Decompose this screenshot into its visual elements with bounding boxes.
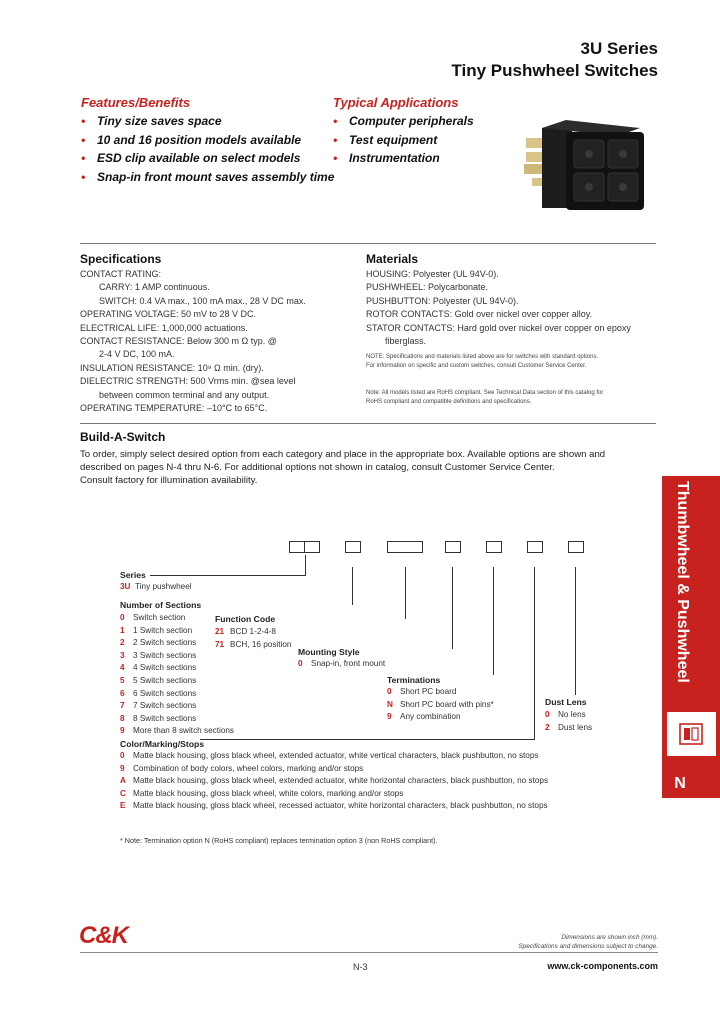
spec-line: DIELECTRIC STRENGTH: 500 Vrms min. @sea level <box>80 376 296 387</box>
feature-item: • ESD clip available on select models <box>81 151 301 165</box>
terminations-label: Terminations <box>387 675 441 685</box>
sections-option: 7 7 Switch sections <box>120 701 197 711</box>
section-letter: N <box>674 775 686 792</box>
sections-option: 2 2 Switch sections <box>120 638 197 648</box>
spec-line: 2-4 V DC, 100 mA. <box>99 349 175 360</box>
website-link[interactable]: www.ck-components.com <box>547 961 658 971</box>
thumbwheel-icon <box>667 712 716 756</box>
spec-line: OPERATING TEMPERATURE: –10°C to 65°C. <box>80 403 268 414</box>
footer-rule <box>80 952 658 953</box>
terminations-options <box>387 686 494 724</box>
material-line: PUSHWHEEL: Polycarbonate. <box>366 282 489 293</box>
order-box-mounting[interactable] <box>445 541 461 553</box>
pushwheel-switch-photo <box>522 118 647 214</box>
materials-heading: Materials <box>366 252 419 266</box>
order-box-function[interactable] <box>387 541 423 553</box>
leader-line <box>352 567 353 605</box>
section-divider <box>80 423 656 424</box>
page-number: N-3 <box>353 962 368 972</box>
material-line: HOUSING: Polyester (UL 94V-0). <box>366 269 499 279</box>
leader-line <box>200 739 535 740</box>
order-box-terminations[interactable] <box>486 541 502 553</box>
termination-option: 0 Short PC board <box>387 687 457 696</box>
leader-line <box>305 555 306 575</box>
build-heading: Build-A-Switch <box>80 430 166 444</box>
sections-option: 3 3 Switch sections <box>120 650 197 660</box>
leader-line <box>405 567 406 619</box>
termination-option: 9 Any combination <box>387 712 461 722</box>
termination-option: N Short PC board with pins* <box>387 699 494 709</box>
spec-line: CARRY: 1 AMP continuous. <box>99 282 210 293</box>
function-options <box>215 626 291 651</box>
spec-line: OPERATING VOLTAGE: 50 mV to 28 V DC. <box>80 309 257 320</box>
spec-line: SWITCH: 0.4 VA max., 100 mA max., 28 V DC max. <box>99 295 306 306</box>
order-box-dust[interactable] <box>568 541 584 553</box>
applications-list <box>332 112 474 168</box>
mounting-option: 0 Snap-in, front mount <box>298 659 386 668</box>
function-option: 21 BCD 1-2-4-8 <box>215 627 276 636</box>
sections-option: 0 Switch section <box>120 613 186 622</box>
sections-option: 9 More than 8 switch sections <box>120 726 235 736</box>
color-label: Color/Marking/Stops <box>120 739 205 749</box>
sections-option: 1 1 Switch section <box>120 625 193 635</box>
features-heading: Features/Benefits <box>81 95 191 110</box>
order-box-series-1[interactable] <box>289 541 305 553</box>
ck-logo: C&K <box>79 922 128 949</box>
application-item: • Computer peripherals <box>333 114 474 128</box>
color-options <box>120 750 548 813</box>
spec-line: CONTACT RESISTANCE: Below 300 m Ω typ. @ <box>80 336 277 347</box>
product-title: Tiny Pushwheel Switches <box>451 61 658 80</box>
order-box-series-2[interactable] <box>304 541 320 553</box>
sections-label: Number of Sections <box>120 600 202 610</box>
order-box-sections[interactable] <box>345 541 361 553</box>
material-line: fiberglass. <box>385 336 427 347</box>
materials-list <box>366 268 656 348</box>
application-item: • Instrumentation <box>333 151 440 165</box>
section-divider <box>80 243 656 244</box>
features-list <box>80 112 334 186</box>
dust-options <box>545 709 592 734</box>
leader-line <box>575 567 576 695</box>
series-option: 3U Tiny pushwheel <box>120 582 192 591</box>
mounting-label: Mounting Style <box>298 647 360 657</box>
material-line: ROTOR CONTACTS: Gold over nickel over copper alloy. <box>366 309 593 320</box>
dust-option: 2 Dust lens <box>545 722 593 732</box>
materials-note: NOTE: Specifications and materials listed above are for switches with standard options. For information on specific and custom switches, consult Customer Service Center. <box>366 354 599 369</box>
series-title: 3U Series <box>580 39 658 58</box>
spec-line: CONTACT RATING: <box>80 269 161 279</box>
footer-disclaimer: Dimensions are shown inch (mm). Specifications and dimensions subject to change. <box>518 934 658 950</box>
order-box-color[interactable] <box>527 541 543 553</box>
function-option: 71 BCH, 16 position <box>215 639 292 649</box>
specifications-list <box>80 268 350 415</box>
build-intro: To order, simply select desired option from each category and place in the appropriate box. Available options are shown and described on pages N-4 thru N-6. For additional options not shown in catalog, consult Customer Service Center. Consult factory for illumination availability. <box>80 449 606 486</box>
color-option: A Matte black housing, gloss black wheel, extended actuator, white horizontal characters, black pushbutton, no stops <box>120 776 549 786</box>
color-option: 0 Matte black housing, gloss black wheel, extended actuator, white vertical characters, black pushbutton, no stops <box>120 751 539 760</box>
sections-option: 5 5 Switch sections <box>120 675 197 685</box>
application-item: • Test equipment <box>333 132 438 147</box>
applications-heading: Typical Applications <box>333 95 459 110</box>
leader-line <box>150 575 306 576</box>
material-line: STATOR CONTACTS: Hard gold over nickel over copper on epoxy <box>366 322 631 333</box>
series-label: Series <box>120 570 146 580</box>
dust-label: Dust Lens <box>545 697 587 707</box>
leader-line <box>534 567 535 739</box>
feature-item: • Tiny size saves space <box>81 114 222 128</box>
sections-option: 6 6 Switch sections <box>120 688 197 698</box>
dust-option: 0 No lens <box>545 710 586 719</box>
color-option: E Matte black housing, gloss black wheel, recessed actuator, white horizontal characters, black pushbutton, no stops <box>120 801 548 811</box>
material-line: PUSHBUTTON: Polyester (UL 94V-0). <box>366 295 519 306</box>
spec-line: ELECTRICAL LIFE: 1,000,000 actuations. <box>80 322 248 333</box>
color-option: 9 Combination of body colors, wheel colors, marking and/or stops <box>120 763 364 773</box>
feature-item: • Snap-in front mount saves assembly time <box>81 169 335 184</box>
spec-line: between common terminal and any output. <box>99 389 270 400</box>
section-tab-label: Thumbwheel & Pushwheel <box>674 481 691 683</box>
color-option: C Matte black housing, gloss black wheel, white colors, marking and/or stops <box>120 788 404 798</box>
function-label: Function Code <box>215 614 276 624</box>
spec-line: INSULATION RESISTANCE: 10⁹ Ω min. (dry). <box>80 362 264 373</box>
feature-item: • 10 and 16 position models available <box>81 132 302 147</box>
sections-option: 8 8 Switch sections <box>120 713 197 723</box>
termination-footnote: * Note: Termination option N (RoHS compliant) replaces termination option 3 (non RoHS compliant). <box>120 836 438 845</box>
leader-line <box>493 567 494 675</box>
specifications-heading: Specifications <box>80 252 162 266</box>
leader-line <box>452 567 453 649</box>
sections-option: 4 4 Switch sections <box>120 663 197 673</box>
rohs-note: Note: All models listed are RoHS compliant. See Technical Data section of this catalog for RoHS compliant and compatible definitions and specifications. <box>366 390 604 405</box>
